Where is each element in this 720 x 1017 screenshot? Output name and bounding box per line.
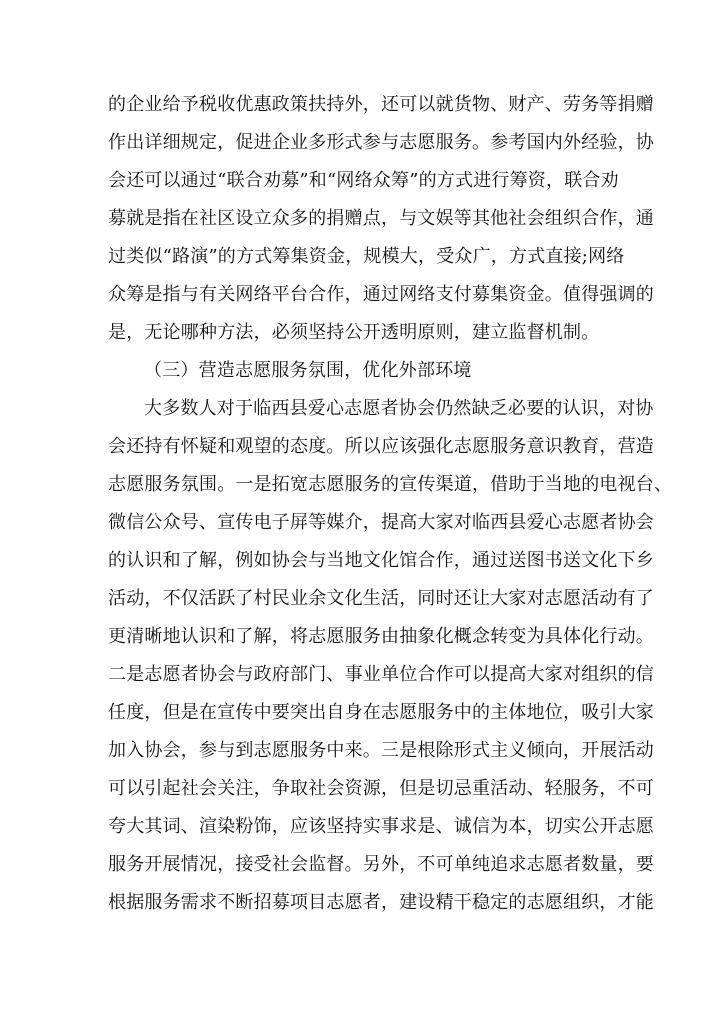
text-line: 任度，但是在宣传中要突出自身在志愿服务中的主体地位，吸引大家 — [108, 702, 654, 723]
text-line: 更清晰地认识和了解，将志愿服务由抽象化概念转变为具体化行动。 — [108, 626, 654, 647]
text-line: 根据服务需求不断招募项目志愿者，建设精干稳定的志愿组织，才能 — [108, 892, 654, 913]
text-line: 会还持有怀疑和观望的态度。所以应该强化志愿服务意识教育，营造 — [108, 436, 654, 457]
text-line: 作出详细规定，促进企业多形式参与志愿服务。参考国内外经验，协 — [108, 132, 654, 153]
section-heading: （三）营造志愿服务氛围，优化外部环境 — [144, 360, 472, 381]
text-line: 加入协会，参与到志愿服务中来。三是根除形式主义倾向，开展活动 — [108, 740, 654, 761]
text-line: 会还可以通过“联合劝募”和“网络众筹”的方式进行筹资，联合劝 — [108, 170, 619, 191]
text-line: 的企业给予税收优惠政策扶持外，还可以就货物、财产、劳务等捐赠 — [108, 94, 654, 115]
text-line: 可以引起社会关注，争取社会资源，但是切忌重活动、轻服务，不可 — [108, 778, 654, 799]
text-line: 募就是指在社区设立众多的捐赠点，与文娱等其他社会组织合作，通 — [108, 208, 654, 229]
text-line: 的认识和了解，例如协会与当地文化馆合作，通过送图书送文化下乡 — [108, 550, 654, 571]
text-line: 夸大其词、渲染粉饰，应该坚持实事求是、诚信为本，切实公开志愿 — [108, 816, 654, 837]
document-body — [108, 86, 673, 922]
text-line: 活动，不仅活跃了村民业余文化生活，同时还让大家对志愿活动有了 — [108, 588, 654, 609]
text-line: 志愿服务氛围。一是拓宽志愿服务的宣传渠道，借助于当地的电视台、 — [108, 474, 673, 495]
text-line: 是，无论哪种方法，必须坚持公开透明原则，建立监督机制。 — [108, 322, 600, 343]
text-line: 大多数人对于临西县爱心志愿者协会仍然缺乏必要的认识，对协 — [144, 398, 654, 419]
text-line: 服务开展情况，接受社会监督。另外，不可单纯追求志愿者数量，要 — [108, 854, 654, 875]
text-line: 二是志愿者协会与政府部门、事业单位合作可以提高大家对组织的信 — [108, 664, 654, 685]
text-line: 众筹是指与有关网络平台合作，通过网络支付募集资金。值得强调的 — [108, 284, 654, 305]
text-line: 微信公众号、宣传电子屏等媒介，提高大家对临西县爱心志愿者协会 — [108, 512, 654, 533]
text-line: 过类似“路演”的方式筹集资金，规模大，受众广，方式直接;网络 — [108, 246, 625, 267]
